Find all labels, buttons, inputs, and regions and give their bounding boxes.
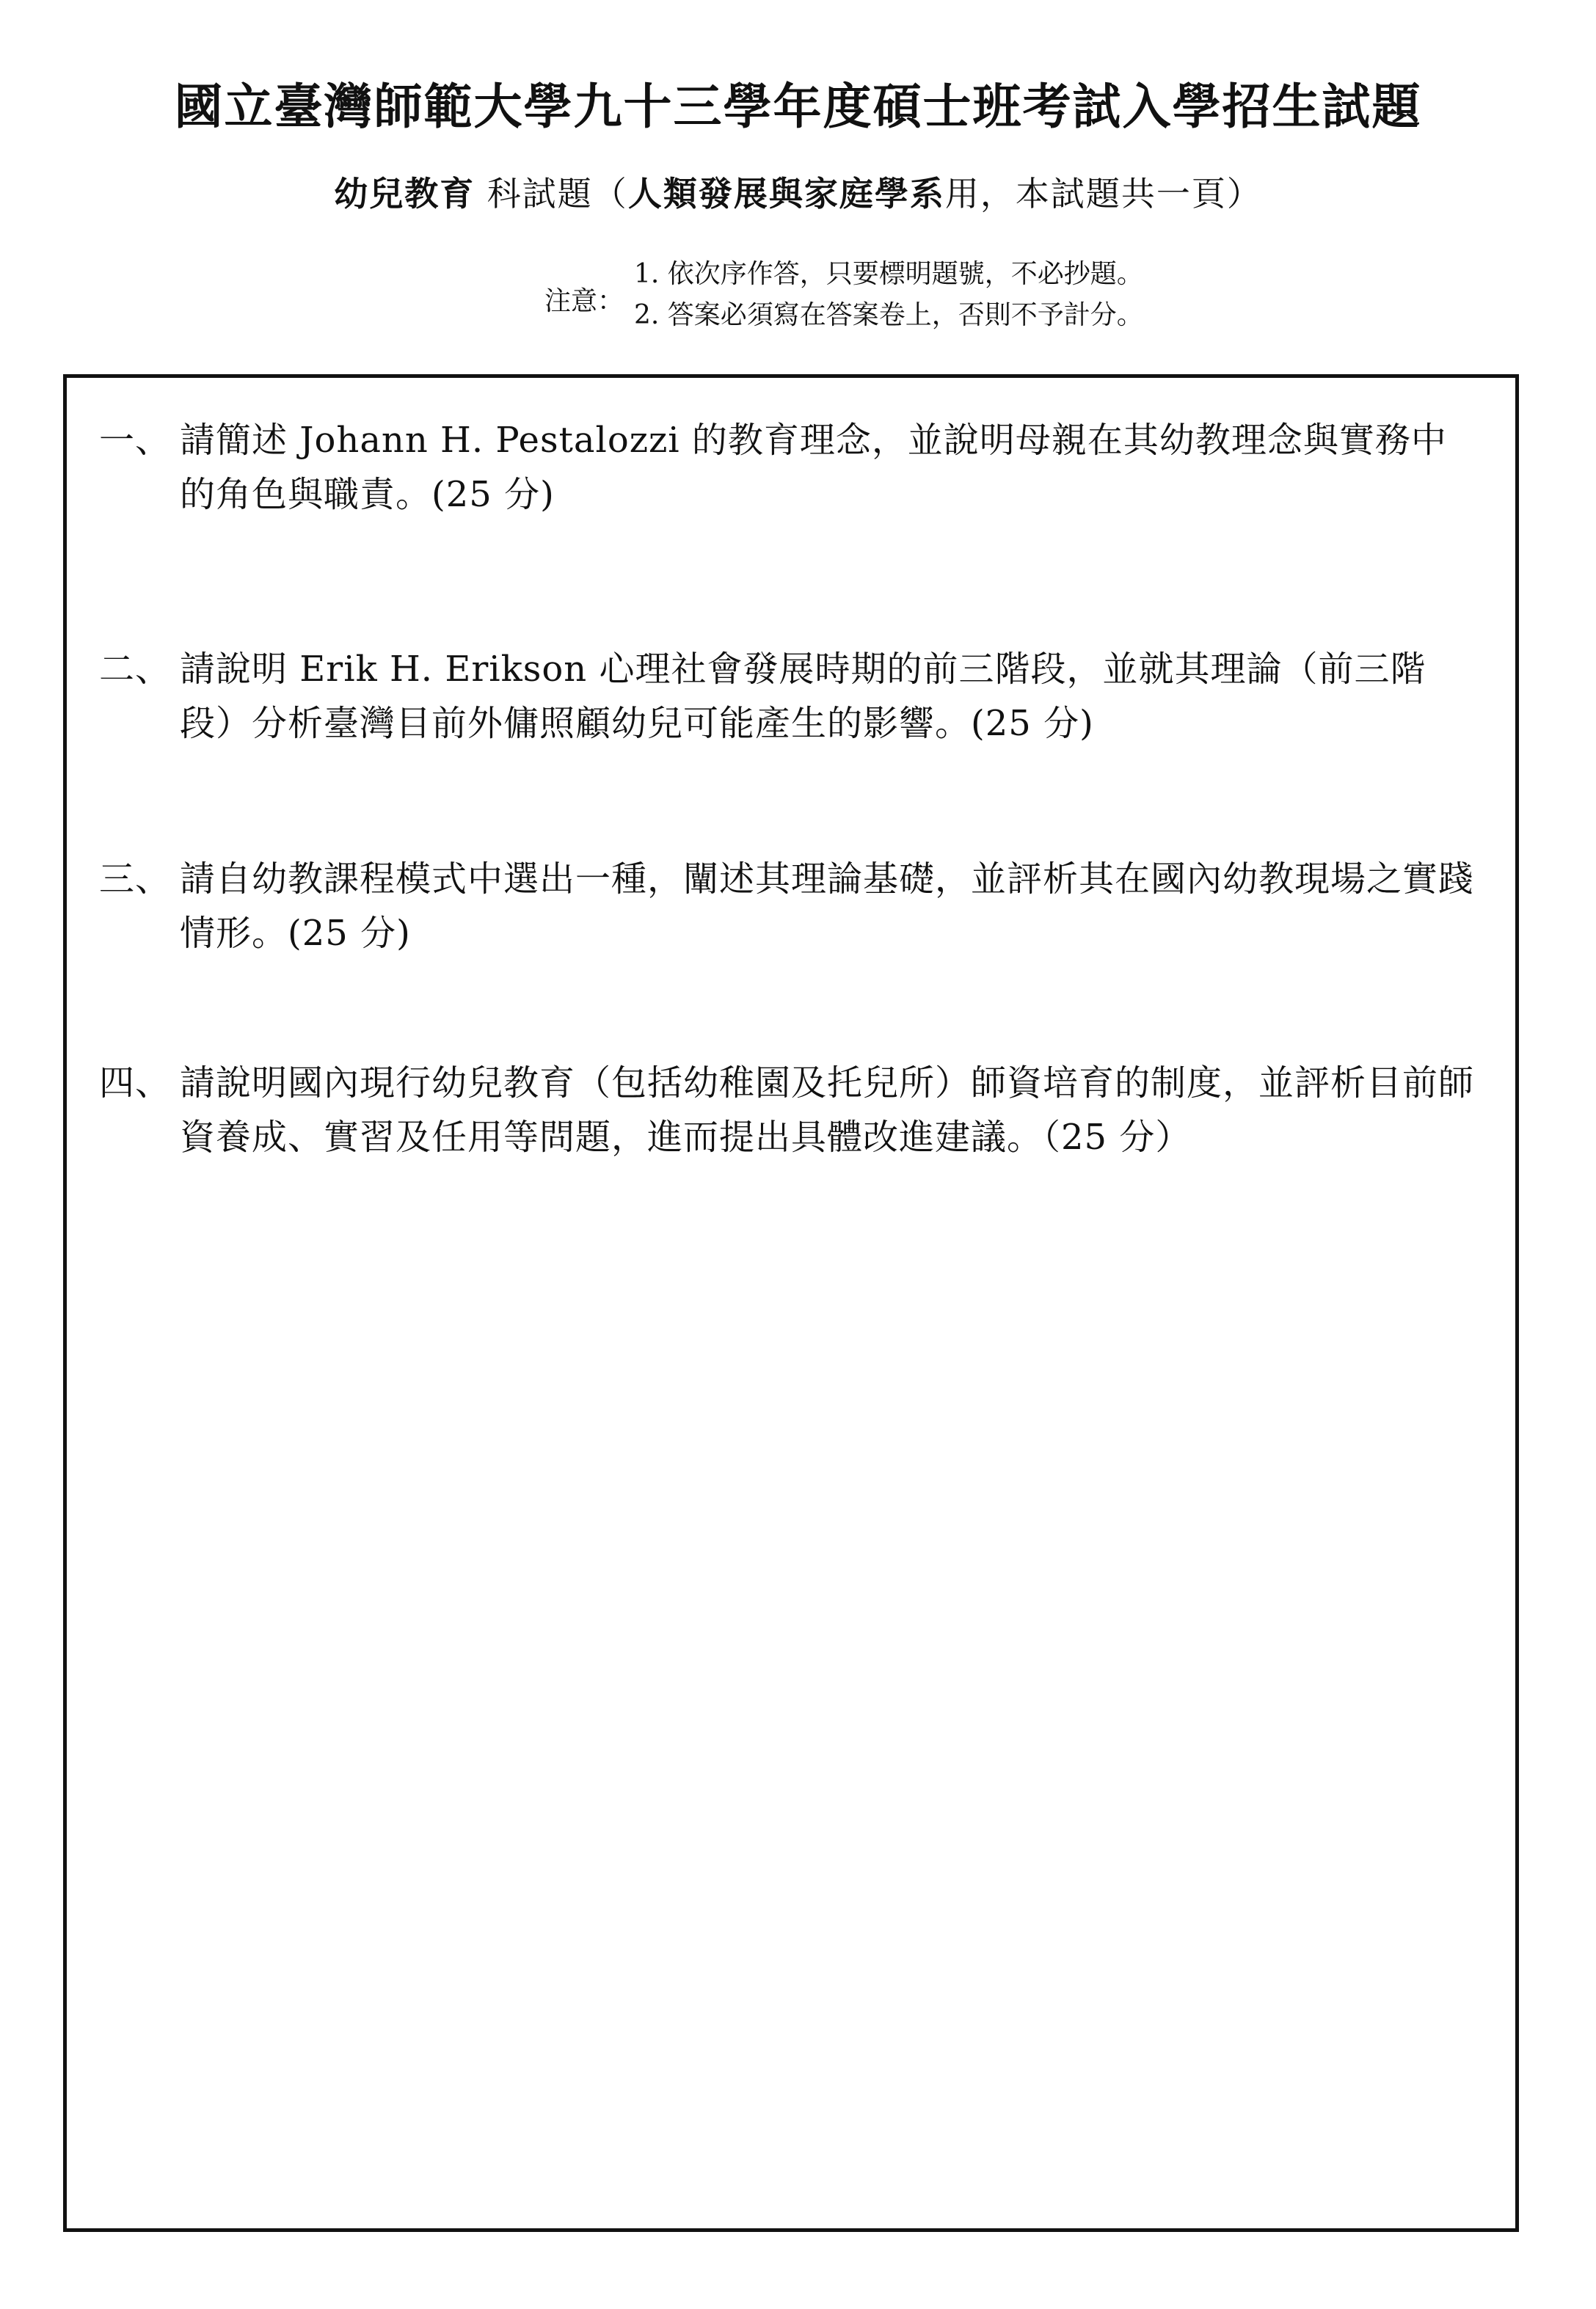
notice-item: 1. 依次序作答，只要標明題號，不必抄題。 xyxy=(634,259,1143,289)
question-number: 二、 xyxy=(99,649,172,690)
question-item xyxy=(99,642,1479,751)
question-text: 請自幼教課程模式中選出一種，闡述其理論基礎，並評析其在國內幼教現場之實踐情形。(25 分) xyxy=(180,858,1475,954)
question-text: 請簡述 Johann H. Pestalozzi 的教育理念，並說明母親在其幼教理念與實務中的角色與職責。(25 分) xyxy=(180,420,1447,515)
exam-title: 國立臺灣師範大學九十三學年度碩士班考試入學招生試題 xyxy=(174,78,1422,135)
question-item xyxy=(99,852,1479,960)
notice-items xyxy=(634,254,1143,336)
question-number: 三、 xyxy=(99,858,172,900)
notice-label: 注意： xyxy=(544,286,624,316)
department-name: 人類發展與家庭學系 xyxy=(627,174,945,214)
page-note: 用，本試題共一頁） xyxy=(944,174,1262,214)
notice-item: 2. 答案必須寫在答案卷上，否則不予計分。 xyxy=(634,300,1143,330)
question-number: 一、 xyxy=(99,420,172,461)
question-item xyxy=(99,1056,1479,1164)
subject-name: 幼兒教育 xyxy=(334,174,475,214)
question-number: 四、 xyxy=(99,1062,172,1104)
question-text: 請說明 Erik H. Erikson 心理社會發展時期的前三階段，並就其理論（前三階段）分析臺灣目前外傭照顧幼兒可能產生的影響。(25 分) xyxy=(180,649,1426,744)
question-item xyxy=(99,413,1479,522)
question-box xyxy=(63,374,1519,2232)
subject-suffix: 科試題（ xyxy=(475,174,628,214)
question-text: 請說明國內現行幼兒教育（包括幼稚園及托兒所）師資培育的制度，並評析目前師資養成、實習及任用等問題，進而提出具體改進建議。（25 分） xyxy=(180,1062,1475,1158)
exam-subtitle xyxy=(0,167,1596,216)
